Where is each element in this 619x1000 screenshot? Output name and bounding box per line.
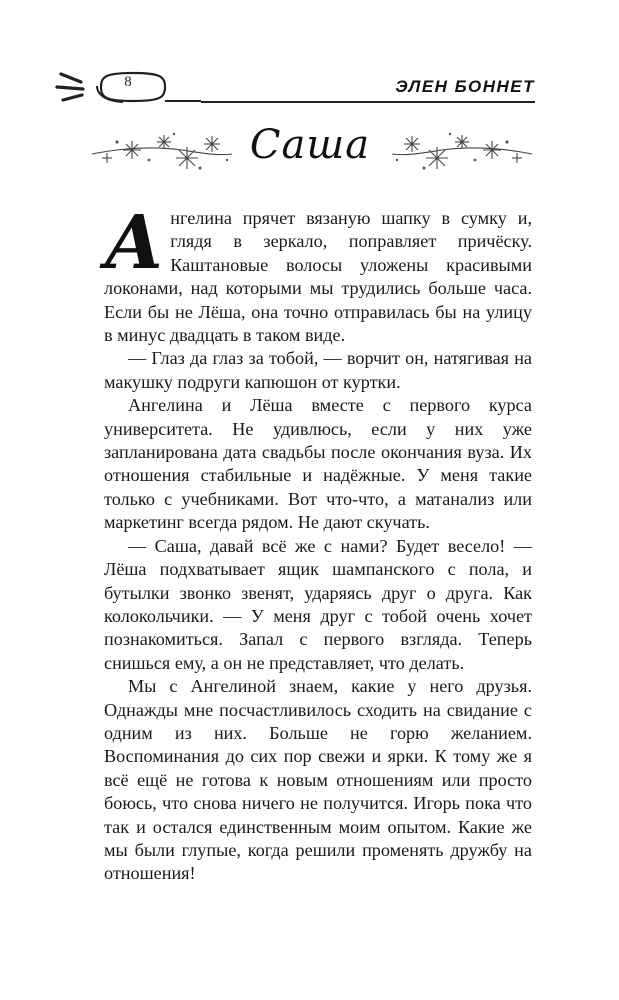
paragraph: — Саша, давай всё же с нами? Будет весело! — Лёша подхватывает ящик шампанского с пола, и бутылки звонко звенят, ударяясь друг о друга. Как колокольчики. — У меня друг с тобой очень хочет познакомиться. Запал с первого взгляда. Теперь снишься ему, а он не представляет, что делать. — [104, 535, 532, 673]
paragraph: — Глаз да глаз за тобой, — ворчит он, натягивая на макушку подруги капюшон от куртки. — [104, 348, 532, 392]
paragraph — [104, 200, 532, 347]
paragraph-text: нгелина прячет вязаную шапку в сумку и, глядя в зеркало, поправляет причёску. Каштановые волосы уложены красивыми локонами, над которыми мы трудились больше часа. Если бы не Лёша, она точно отправилась бы на улицу в минус двадцать в таком виде. — [104, 208, 532, 346]
paragraph: Ангелина и Лёша вместе с первого курса университета. Не удивлюсь, если у них уже запланирована дата свадьбы после окончания вуза. Их отношения стабильные и надёжные. У меня такие только с учебниками. Вот что-что, а матанализ или маркетинг всегда рядом. Не дают скучать. — [104, 395, 532, 533]
author-name: ЭЛЕН БОННЕТ — [395, 77, 535, 96]
drop-cap: А — [104, 200, 165, 286]
page-number: 8 — [124, 74, 132, 90]
body-text — [104, 200, 532, 886]
decorative-dashes-icon — [55, 68, 95, 104]
header-rule — [201, 101, 535, 103]
paragraph: Мы с Ангелиной знаем, какие у него друзья. Однажды мне посчастливилось сходить на свидание с одним из них. Больше не горю желанием. Воспоминания до сих пор свежи и ярки. К тому же я всё ещё не готова к новым отношениям или просто боюсь, что снова ничего не получится. Игорь пока что так и остался единственным моим опытом. Какие же мы были глупые, когда решили променять дружбу на отношения! — [104, 676, 532, 884]
running-header — [55, 66, 535, 110]
chapter-title: Саша — [249, 122, 371, 168]
